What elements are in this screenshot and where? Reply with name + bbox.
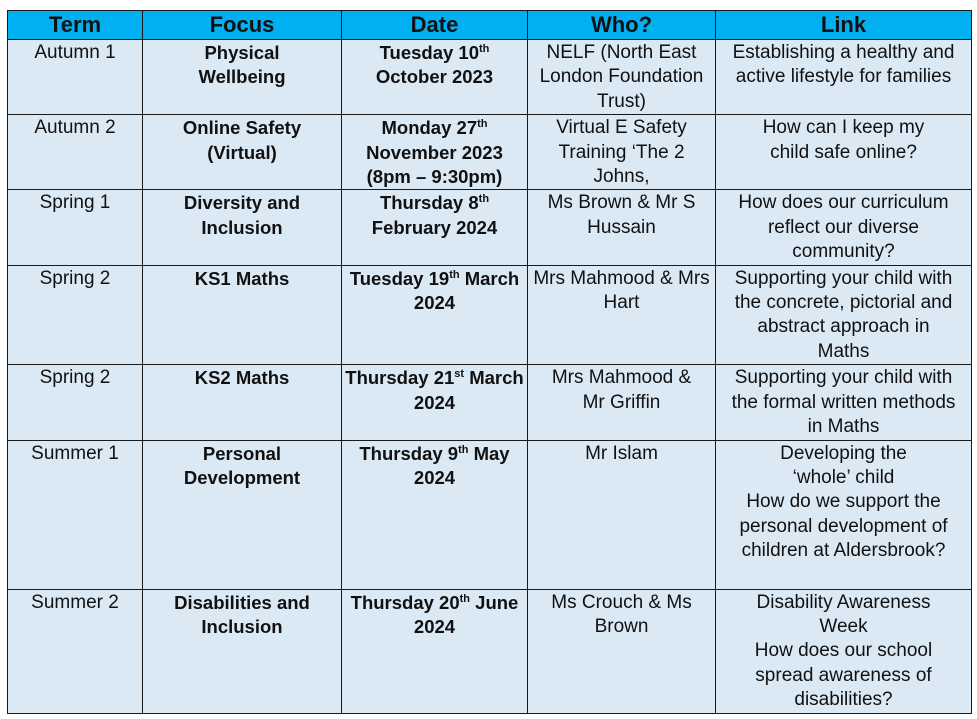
who-cell: Ms Brown & Mr S Hussain <box>528 190 716 265</box>
table-row <box>8 40 972 115</box>
focus-cell: KS2 Maths <box>143 365 342 440</box>
date-cell: Tuesday 19th March 2024 <box>342 265 528 365</box>
link-cell: Developing the ‘whole’ child How do we support the personal development of children at Aldersbrook? <box>716 440 972 589</box>
link-cell: Supporting your child with the formal written methods in Maths <box>716 365 972 440</box>
date-cell: Monday 27th November 2023 (8pm – 9:30pm) <box>342 115 528 190</box>
header-term: Term <box>8 11 143 40</box>
who-cell: Mrs Mahmood & Mrs Hart <box>528 265 716 365</box>
link-cell: How can I keep my child safe online? <box>716 115 972 190</box>
term-cell: Spring 2 <box>8 265 143 365</box>
who-cell: NELF (North East London Foundation Trust) <box>528 40 716 115</box>
who-cell: Mr Islam <box>528 440 716 589</box>
table-row <box>8 190 972 265</box>
link-cell: How does our curriculum reflect our diverse community? <box>716 190 972 265</box>
focus-cell: KS1 Maths <box>143 265 342 365</box>
focus-cell: Physical Wellbeing <box>143 40 342 115</box>
table-row <box>8 265 972 365</box>
focus-cell: Diversity and Inclusion <box>143 190 342 265</box>
link-cell: Supporting your child with the concrete, pictorial and abstract approach in Maths <box>716 265 972 365</box>
link-cell: Establishing a healthy and active lifestyle for families <box>716 40 972 115</box>
table-row <box>8 115 972 190</box>
date-cell: Tuesday 10th October 2023 <box>342 40 528 115</box>
date-cell: Thursday 9th May 2024 <box>342 440 528 589</box>
focus-cell: Personal Development <box>143 440 342 589</box>
term-cell: Spring 1 <box>8 190 143 265</box>
term-cell: Summer 1 <box>8 440 143 589</box>
header-date: Date <box>342 11 528 40</box>
date-cell: Thursday 20th June 2024 <box>342 589 528 713</box>
term-cell: Summer 2 <box>8 589 143 713</box>
table-row <box>8 589 972 713</box>
term-cell: Autumn 1 <box>8 40 143 115</box>
table-row <box>8 365 972 440</box>
link-cell: Disability Awareness Week How does our school spread awareness of disabilities? <box>716 589 972 713</box>
term-cell: Autumn 2 <box>8 115 143 190</box>
who-cell: Virtual E Safety Training ‘The 2 Johns, <box>528 115 716 190</box>
who-cell: Mrs Mahmood & Mr Griffin <box>528 365 716 440</box>
date-cell: Thursday 8th February 2024 <box>342 190 528 265</box>
header-row <box>8 11 972 40</box>
table-row <box>8 440 972 589</box>
date-cell: Thursday 21st March 2024 <box>342 365 528 440</box>
focus-cell: Online Safety (Virtual) <box>143 115 342 190</box>
header-who: Who? <box>528 11 716 40</box>
who-cell: Ms Crouch & Ms Brown <box>528 589 716 713</box>
header-focus: Focus <box>143 11 342 40</box>
parent-workshop-table <box>7 10 972 714</box>
term-cell: Spring 2 <box>8 365 143 440</box>
header-link: Link <box>716 11 972 40</box>
focus-cell: Disabilities and Inclusion <box>143 589 342 713</box>
